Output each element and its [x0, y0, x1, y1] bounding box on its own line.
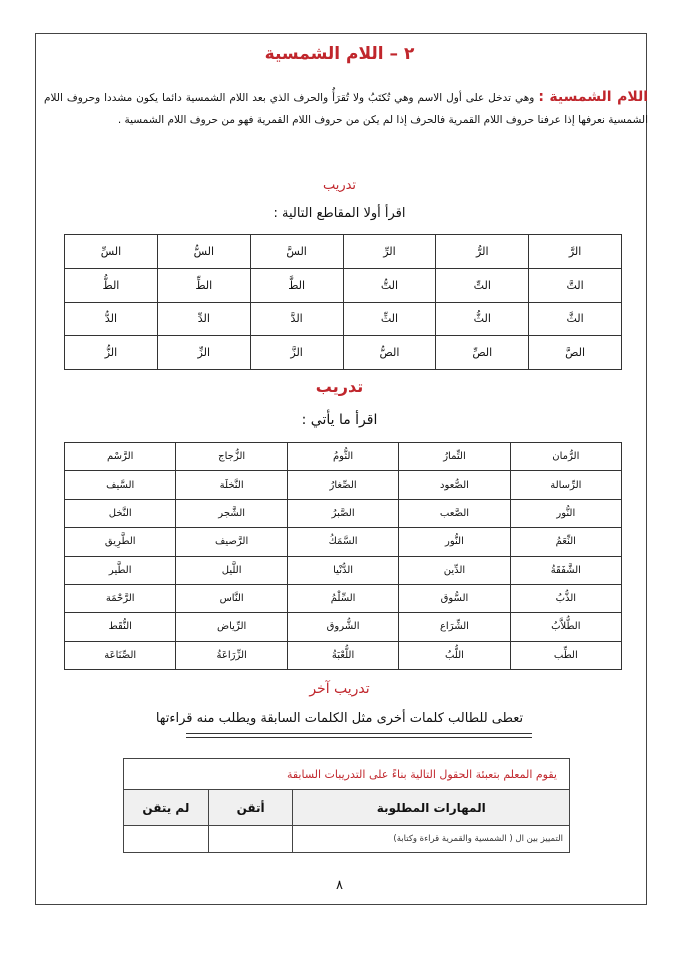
table-cell: النِّعَمُ: [510, 528, 621, 556]
exercise3-label: تدريب آخر: [309, 681, 370, 697]
table-cell: الصَّبرُ: [287, 499, 398, 527]
table-cell: الصُّ: [343, 336, 436, 370]
page-number: ٨: [336, 878, 343, 893]
table-row: [124, 759, 570, 790]
table-cell: الرِّ: [343, 235, 436, 269]
table-cell: النُّور: [510, 499, 621, 527]
table-cell: النُّور: [399, 528, 510, 556]
mastered-cell[interactable]: [208, 826, 293, 853]
table-cell: الدُّنْيا: [287, 556, 398, 584]
table-cell: السُّ: [157, 235, 250, 269]
table-cell: السِّلْمُ: [287, 584, 398, 612]
col-mastered: أتقن: [208, 790, 293, 826]
table-cell: اللُّبُ: [399, 641, 510, 669]
table-cell: الطَّير: [65, 556, 176, 584]
double-underline: [186, 733, 532, 738]
table-cell: السُّوق: [399, 584, 510, 612]
intro-line1: وهي تدخل على أول الاسم وهي تُكتَبُ ولا تُقرَأُ والحرف الذي بعد اللام الشمسية دائما يكون مشددا: [104, 92, 535, 104]
table-cell: الذُّبُ: [510, 584, 621, 612]
table-cell: الصَّعب: [399, 499, 510, 527]
table-cell: الدِّين: [399, 556, 510, 584]
table-cell: الطُّ: [65, 268, 158, 302]
table-row: [65, 302, 622, 336]
table-cell: الشَّفَقَةُ: [510, 556, 621, 584]
intro-line2: وحروف اللام الشمسية نعرفها إذا عرفنا حروف اللام القمرية فالحرف إذا لم يكن من حروف اللام القمرية فهو من حروف اللام الشمسية .: [44, 92, 648, 126]
table-row: [65, 584, 622, 612]
exercise1-label: تدريب: [322, 178, 357, 193]
table-cell: الرِّسالة: [510, 471, 621, 499]
table-cell: الزِّ: [157, 336, 250, 370]
table-cell: النَّخل: [65, 499, 176, 527]
table-cell: التُّ: [343, 268, 436, 302]
intro-term: اللام الشمسية :: [538, 89, 649, 105]
table-cell: السَّمَكُ: [287, 528, 398, 556]
exercise3-instruction: تعطى للطالب كلمات أخرى مثل الكلمات السابقة ويطلب منه قراءتها: [155, 711, 524, 726]
table-cell: الزَّ: [250, 336, 343, 370]
col-skills: المهارات المطلوبة: [293, 790, 570, 826]
table-cell: التِّ: [436, 268, 529, 302]
table-row: [65, 528, 622, 556]
table-row: [65, 556, 622, 584]
table-row: [65, 499, 622, 527]
table-cell: الثِّ: [343, 302, 436, 336]
assessment-header: يقوم المعلم بتعبئة الحقول التالية بناءً على التدريبات السابقة: [124, 759, 570, 790]
table-cell: الثَّ: [529, 302, 622, 336]
not-mastered-cell[interactable]: [124, 826, 209, 853]
table-cell: السَّ: [250, 235, 343, 269]
table-cell: الطَّرِيق: [65, 528, 176, 556]
table-cell: السِّ: [65, 235, 158, 269]
table-cell: الرَّسْم: [65, 443, 176, 471]
col-not-mastered: لم يتقن: [124, 790, 209, 826]
table-cell: الصُّعود: [399, 471, 510, 499]
table-cell: الدَّ: [250, 302, 343, 336]
table-cell: الصِّغارُ: [287, 471, 398, 499]
table-cell: اللُّعْبَةُ: [287, 641, 398, 669]
table-cell: النَّاس: [176, 584, 287, 612]
table-cell: الثُّومُ: [287, 443, 398, 471]
table-cell: الرَّ: [529, 235, 622, 269]
table-cell: الرُّ: [436, 235, 529, 269]
table-cell: الدِّ: [157, 302, 250, 336]
table-row: [65, 336, 622, 370]
syllables-table: [64, 234, 622, 370]
table-cell: الصِّ: [436, 336, 529, 370]
exercise2-label: تدريب: [315, 377, 364, 396]
table-row: [65, 471, 622, 499]
table-row: [124, 826, 570, 853]
table-cell: الصِّنَاعَة: [65, 641, 176, 669]
exercise2-instruction: اقرأ ما يأتي :: [301, 412, 378, 428]
table-cell: الشَّجر: [176, 499, 287, 527]
table-cell: الصَّ: [529, 336, 622, 370]
table-cell: الزُّ: [65, 336, 158, 370]
table-cell: الطِّ: [157, 268, 250, 302]
table-cell: الشُّروق: [287, 613, 398, 641]
table-cell: الطُّلاَّبُ: [510, 613, 621, 641]
skill-cell: التمييز بين ال ( الشمسية والقمرية قراءة وكتابة): [293, 826, 570, 853]
table-cell: الرَّصيف: [176, 528, 287, 556]
table-cell: الزِّرَاعَةُ: [176, 641, 287, 669]
table-row: [65, 443, 622, 471]
table-row: [65, 613, 622, 641]
table-row: [124, 790, 570, 826]
table-cell: الرِّياض: [176, 613, 287, 641]
table-cell: الرَّحْمَة: [65, 584, 176, 612]
table-row: [65, 268, 622, 302]
table-cell: السَّيف: [65, 471, 176, 499]
table-row: [65, 235, 622, 269]
table-cell: الثُّ: [436, 302, 529, 336]
table-cell: اللَّيل: [176, 556, 287, 584]
table-cell: الطَّ: [250, 268, 343, 302]
table-cell: الطِّب: [510, 641, 621, 669]
table-row: [65, 641, 622, 669]
table-cell: الزُّجاج: [176, 443, 287, 471]
table-cell: الدُّ: [65, 302, 158, 336]
intro-paragraph: [44, 86, 648, 131]
words-table: [64, 442, 622, 670]
table-cell: النَّخلَة: [176, 471, 287, 499]
table-cell: التِّمارُ: [399, 443, 510, 471]
page-title: ٢ – اللام الشمسية: [264, 44, 415, 64]
table-cell: الشِّرَاع: [399, 613, 510, 641]
assessment-table: [123, 758, 570, 853]
table-cell: الرُّمان: [510, 443, 621, 471]
table-cell: التَّ: [529, 268, 622, 302]
table-cell: النُّقَط: [65, 613, 176, 641]
exercise1-instruction: اقرأ أولا المقاطع التالية :: [273, 206, 406, 221]
